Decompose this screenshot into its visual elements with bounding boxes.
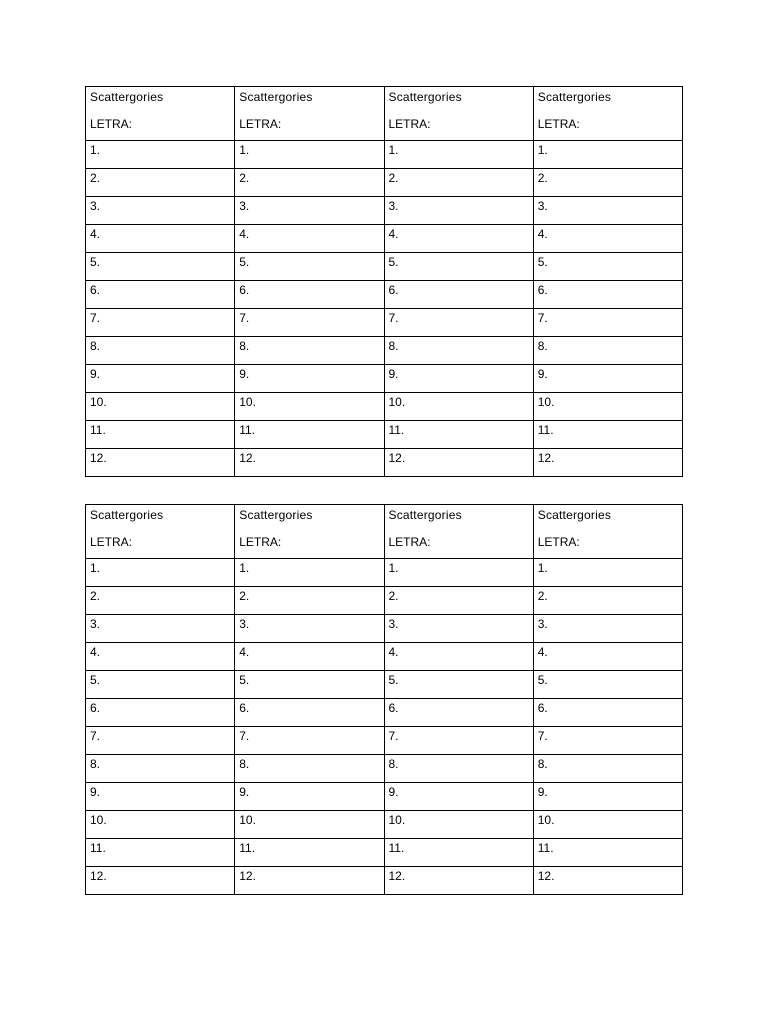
answer-cell[interactable] [533,811,682,839]
answer-cell[interactable] [533,281,682,309]
answer-row [86,365,683,393]
answer-cell[interactable] [235,225,384,253]
answer-cell[interactable] [86,699,235,727]
answer-cell[interactable] [533,253,682,281]
answer-cell[interactable] [384,281,533,309]
answer-cell[interactable] [533,699,682,727]
row-number: 2. [90,589,101,603]
answer-cell[interactable] [86,615,235,643]
row-number: 2. [537,171,548,185]
row-number: 6. [537,283,548,297]
column-header [86,505,235,559]
answer-cell[interactable] [533,587,682,615]
row-number: 9. [90,785,101,799]
row-number: 4. [537,227,548,241]
row-number: 4. [90,227,101,241]
answer-cell[interactable] [533,559,682,587]
answer-cell[interactable] [384,169,533,197]
row-number: 11. [239,423,256,437]
answer-cell[interactable] [235,811,384,839]
answer-cell[interactable] [235,727,384,755]
answer-row [86,811,683,839]
answer-cell[interactable] [533,197,682,225]
answer-cell[interactable] [235,337,384,365]
row-number: 1. [90,143,101,157]
answer-row [86,643,683,671]
answer-row [86,421,683,449]
row-number: 10. [537,395,555,409]
scattergories-sheet-2 [85,504,683,895]
row-number: 6. [388,283,399,297]
column-header [384,505,533,559]
row-number: 4. [239,645,250,659]
column-title: Scattergories [537,508,612,522]
row-number: 8. [90,757,101,771]
row-number: 11. [90,423,106,437]
answer-cell[interactable] [86,225,235,253]
answer-cell[interactable] [384,197,533,225]
letra-label: LETRA: [388,117,431,131]
answer-cell[interactable] [235,755,384,783]
answer-cell[interactable] [384,449,533,477]
answer-cell[interactable] [235,449,384,477]
row-number: 9. [239,785,250,799]
column-title: Scattergories [90,90,164,104]
answer-row [86,615,683,643]
answer-row [86,755,683,783]
answer-cell[interactable] [384,421,533,449]
row-number: 3. [388,199,399,213]
answer-cell[interactable] [384,839,533,867]
answer-cell[interactable] [384,337,533,365]
row-number: 12. [388,451,406,465]
answer-cell[interactable] [384,755,533,783]
answer-cell[interactable] [384,587,533,615]
row-number: 4. [388,227,399,241]
row-number: 5. [239,255,250,269]
answer-row [86,197,683,225]
row-number: 3. [239,199,250,213]
row-number: 4. [239,227,250,241]
answer-cell[interactable] [384,699,533,727]
column-header [384,87,533,141]
row-number: 8. [388,757,399,771]
answer-cell[interactable] [86,449,235,477]
answer-cell[interactable] [235,615,384,643]
answer-cell[interactable] [384,727,533,755]
answer-row [86,449,683,477]
answer-cell[interactable] [235,839,384,867]
answer-row [86,699,683,727]
column-title: Scattergories [388,508,462,522]
answer-cell[interactable] [533,169,682,197]
row-number: 6. [239,701,250,715]
answer-row [86,867,683,895]
row-number: 7. [90,311,101,325]
row-number: 7. [90,729,101,743]
row-number: 3. [537,199,548,213]
row-number: 11. [537,841,554,855]
letra-label: LETRA: [388,535,431,549]
answer-cell[interactable] [235,783,384,811]
answer-cell[interactable] [384,615,533,643]
answer-cell[interactable] [533,141,682,169]
answer-cell[interactable] [86,281,235,309]
answer-cell[interactable] [86,559,235,587]
answer-row [86,337,683,365]
answer-cell[interactable] [533,365,682,393]
row-number: 6. [388,701,399,715]
row-number: 5. [239,673,250,687]
answer-cell[interactable] [533,449,682,477]
answer-row [86,783,683,811]
header-row [86,87,683,141]
answer-cell[interactable] [86,253,235,281]
answer-cell[interactable] [86,867,235,895]
answer-cell[interactable] [235,197,384,225]
column-header [533,505,682,559]
row-number: 10. [90,395,107,409]
row-number: 8. [239,339,250,353]
answer-cell[interactable] [235,281,384,309]
answer-cell[interactable] [384,393,533,421]
answer-cell[interactable] [384,225,533,253]
answer-cell[interactable] [86,421,235,449]
row-number: 8. [537,339,548,353]
answer-cell[interactable] [235,587,384,615]
answer-row [86,727,683,755]
row-number: 2. [388,589,399,603]
row-number: 9. [537,367,548,381]
row-number: 1. [239,143,250,157]
answer-cell[interactable] [533,393,682,421]
row-number: 9. [239,367,250,381]
answer-cell[interactable] [533,225,682,253]
row-number: 1. [388,143,399,157]
row-number: 5. [90,673,101,687]
answer-row [86,225,683,253]
answer-cell[interactable] [86,169,235,197]
row-number: 10. [537,813,555,827]
answer-cell[interactable] [235,393,384,421]
row-number: 3. [239,617,250,631]
row-number: 6. [90,701,101,715]
answer-cell[interactable] [86,755,235,783]
row-number: 12. [239,451,256,465]
letra-label: LETRA: [537,535,580,549]
row-number: 11. [90,841,106,855]
answer-row [86,559,683,587]
row-number: 5. [388,673,399,687]
row-number: 1. [239,561,250,575]
column-title: Scattergories [537,90,612,104]
row-number: 1. [90,561,101,575]
row-number: 8. [537,757,548,771]
row-number: 4. [388,645,399,659]
answer-cell[interactable] [86,643,235,671]
answer-row [86,253,683,281]
answer-cell[interactable] [384,783,533,811]
row-number: 2. [239,589,250,603]
row-number: 10. [90,813,107,827]
answer-cell[interactable] [533,615,682,643]
answer-cell[interactable] [86,393,235,421]
row-number: 9. [537,785,548,799]
column-title: Scattergories [239,90,313,104]
row-number: 11. [537,423,554,437]
answer-cell[interactable] [533,421,682,449]
row-number: 5. [537,673,548,687]
row-number: 9. [388,785,399,799]
answer-row [86,281,683,309]
letra-label: LETRA: [239,535,282,549]
row-number: 11. [388,841,405,855]
answer-cell[interactable] [533,867,682,895]
answer-cell[interactable] [235,141,384,169]
row-number: 11. [388,423,405,437]
answer-cell[interactable] [384,309,533,337]
row-number: 9. [388,367,399,381]
answer-cell[interactable] [86,587,235,615]
row-number: 12. [90,869,107,883]
row-number: 10. [388,813,406,827]
row-number: 12. [239,869,256,883]
answer-cell[interactable] [533,839,682,867]
row-number: 2. [388,171,399,185]
answer-cell[interactable] [384,671,533,699]
header-row [86,505,683,559]
answer-cell[interactable] [86,783,235,811]
answer-cell[interactable] [86,671,235,699]
scattergories-sheet-1 [85,86,683,477]
answer-row [86,671,683,699]
row-number: 1. [537,143,548,157]
row-number: 8. [239,757,250,771]
row-number: 10. [239,813,256,827]
row-number: 3. [388,617,399,631]
column-title: Scattergories [388,90,462,104]
row-number: 7. [537,311,548,325]
row-number: 4. [537,645,548,659]
letra-label: LETRA: [239,117,282,131]
column-header [235,505,384,559]
answer-row [86,393,683,421]
column-title: Scattergories [90,508,164,522]
row-number: 7. [388,729,399,743]
column-header [235,87,384,141]
answer-cell[interactable] [533,643,682,671]
answer-cell[interactable] [235,421,384,449]
answer-cell[interactable] [533,727,682,755]
row-number: 12. [388,869,406,883]
row-number: 3. [537,617,548,631]
answer-cell[interactable] [235,169,384,197]
letra-label: LETRA: [90,535,133,549]
row-number: 5. [537,255,548,269]
row-number: 10. [239,395,256,409]
answer-cell[interactable] [533,337,682,365]
answer-cell[interactable] [384,811,533,839]
answer-row [86,309,683,337]
answer-cell[interactable] [384,559,533,587]
answer-cell[interactable] [86,197,235,225]
row-number: 3. [90,199,101,213]
letra-label: LETRA: [90,117,133,131]
column-header [533,87,682,141]
row-number: 6. [90,283,101,297]
answer-cell[interactable] [235,643,384,671]
answer-cell[interactable] [86,141,235,169]
row-number: 10. [388,395,406,409]
answer-cell[interactable] [86,337,235,365]
answer-cell[interactable] [86,309,235,337]
answer-cell[interactable] [533,309,682,337]
answer-row [86,839,683,867]
row-number: 2. [537,589,548,603]
row-number: 6. [239,283,250,297]
row-number: 7. [239,311,250,325]
answer-cell[interactable] [86,811,235,839]
row-number: 11. [239,841,256,855]
answer-cell[interactable] [235,365,384,393]
answer-row [86,587,683,615]
answer-row [86,141,683,169]
row-number: 8. [90,339,101,353]
row-number: 7. [239,729,250,743]
answer-cell[interactable] [533,783,682,811]
answer-cell[interactable] [384,141,533,169]
answer-cell[interactable] [384,867,533,895]
answer-row [86,169,683,197]
row-number: 1. [537,561,548,575]
row-number: 12. [537,869,555,883]
row-number: 12. [90,451,107,465]
row-number: 5. [90,255,101,269]
answer-cell[interactable] [384,253,533,281]
row-number: 9. [90,367,101,381]
answer-cell[interactable] [533,755,682,783]
answer-cell[interactable] [235,867,384,895]
answer-cell[interactable] [86,727,235,755]
answer-cell[interactable] [86,365,235,393]
answer-cell[interactable] [235,253,384,281]
answer-cell[interactable] [86,839,235,867]
answer-cell[interactable] [235,309,384,337]
row-number: 4. [90,645,101,659]
answer-cell[interactable] [533,671,682,699]
letra-label: LETRA: [537,117,580,131]
row-number: 1. [388,561,399,575]
column-header [86,87,235,141]
row-number: 2. [90,171,101,185]
row-number: 8. [388,339,399,353]
row-number: 12. [537,451,555,465]
row-number: 2. [239,171,250,185]
row-number: 7. [537,729,548,743]
column-title: Scattergories [239,508,313,522]
row-number: 7. [388,311,399,325]
answer-cell[interactable] [235,671,384,699]
answer-cell[interactable] [235,699,384,727]
row-number: 5. [388,255,399,269]
row-number: 6. [537,701,548,715]
answer-cell[interactable] [235,559,384,587]
row-number: 3. [90,617,101,631]
answer-cell[interactable] [384,643,533,671]
answer-cell[interactable] [384,365,533,393]
